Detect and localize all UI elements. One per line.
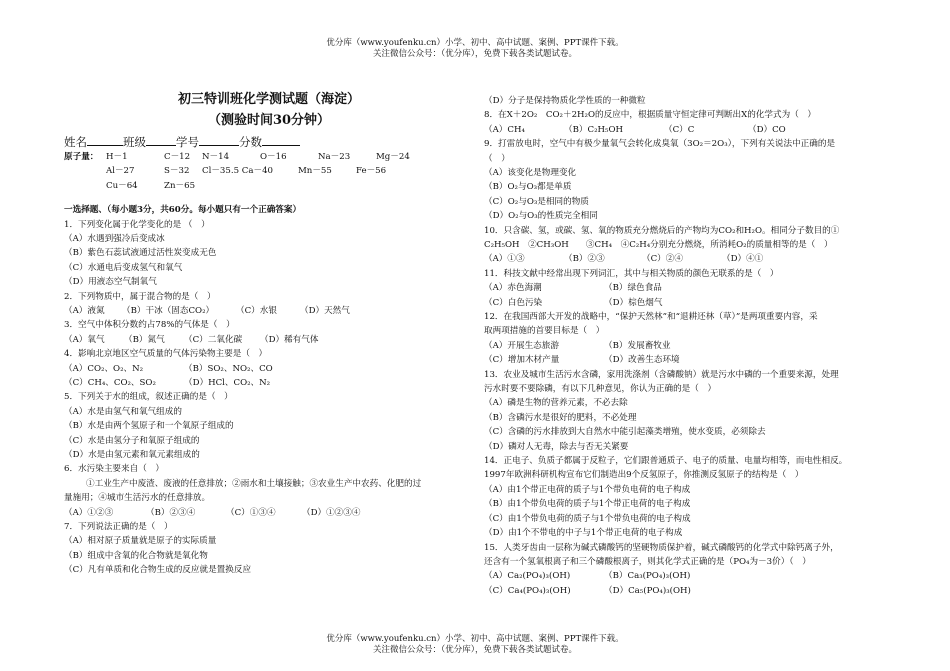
question-10: 10．只含碳、氢，或碳、氢、氧的物质充分燃烧后的产物均为CO₂和H₂O。相同分子数目的① bbox=[484, 225, 840, 236]
q15-options-row-2 bbox=[484, 584, 898, 598]
q13-option-b[interactable]: （B）含磷污水是很好的肥料，不必处理 bbox=[484, 412, 637, 423]
q4-option-b[interactable]: （B）SO₂、NO₂、CO bbox=[184, 363, 273, 374]
atom-c: C－12 bbox=[164, 152, 191, 162]
exam-subtitle: （测验时间30分钟） bbox=[207, 113, 331, 128]
q3-option-b[interactable]: （B）氮气 bbox=[124, 334, 165, 345]
q12-option-c[interactable]: （C）增加木材产量 bbox=[484, 355, 560, 366]
atom-h: H－1 bbox=[106, 152, 128, 162]
q11-option-b[interactable]: （B）绿色食品 bbox=[604, 283, 662, 294]
question-9: 9．打雷放电时，空气中有极少量氧气会转化成臭氧（3O₂＝2O₃），下列有关说法中正确的是 bbox=[484, 139, 836, 150]
q4-option-d[interactable]: （D）HCl、CO₂、N₂ bbox=[184, 378, 271, 388]
q1-option-c[interactable]: （C）水通电后变成氢气和氧气 bbox=[64, 262, 183, 273]
q15-option-c[interactable]: （C）Ca₄(PO₄)₃(OH) bbox=[484, 585, 571, 596]
question-4: 4．影响北京地区空气质量的气体污染物主要是（ ） bbox=[64, 349, 268, 360]
exam-title: 初三特训班化学测试题（海淀） bbox=[177, 92, 360, 107]
q11-option-c[interactable]: （C）白色污染 bbox=[484, 297, 543, 308]
q14-option-a[interactable]: （A）由1个带正电荷的质子与1个带负电荷的电子构成 bbox=[484, 484, 691, 495]
atom-cu: Cu－64 bbox=[106, 180, 138, 191]
q8-option-c[interactable]: （C）C bbox=[664, 124, 695, 135]
q2-option-a[interactable]: （A）液氮 bbox=[64, 306, 105, 317]
q14-option-b[interactable]: （B）由1个带负电荷的质子与1个带正电荷的电子构成 bbox=[484, 499, 691, 510]
atom-zn: Zn－65 bbox=[164, 180, 196, 191]
question-14-cont: 1997年欧洲科研机构宣布它们制造出9个反氢原子，你推测反氢原子的结构是（ ） bbox=[484, 470, 804, 481]
q11-options-row-1 bbox=[484, 281, 898, 295]
question-13: 13．农业及城市生活污水含磷，家用洗涤剂（含磷酸钠）就是污水中磷的一个重要来源，处理 bbox=[484, 369, 839, 380]
atom-cl-ca: Cl－35.5 Ca－40 bbox=[202, 166, 274, 177]
q4-option-c[interactable]: （C）CH₄、CO₂、SO₂ bbox=[64, 378, 156, 388]
q6-option-b[interactable]: （B）②③④ bbox=[146, 507, 196, 518]
question-9-cont: （ ） bbox=[484, 153, 510, 164]
q9-option-d[interactable]: （D）O₂与O₃的性质完全相同 bbox=[484, 211, 598, 222]
q12-option-a[interactable]: （A）开展生态旅游 bbox=[484, 340, 559, 351]
q10-option-c[interactable]: （C）②④ bbox=[642, 254, 683, 265]
q7-option-c[interactable]: （C）凡有单质和化合物生成的反应就是置换反应 bbox=[64, 565, 252, 576]
atom-s: S－32 bbox=[164, 166, 190, 177]
q7-option-a[interactable]: （A）相对原子质量就是原子的实际质量 bbox=[64, 536, 217, 547]
atomic-mass-row-2 bbox=[64, 164, 474, 178]
left-column bbox=[64, 90, 474, 578]
q4-options-row-2 bbox=[64, 376, 474, 390]
question-11: 11．科技文献中经常出现下列词汇，其中与相关物质的颜色无联系的是（ ） bbox=[484, 268, 779, 279]
q6-text-2: 量施用；④城市生活污水的任意排放。 bbox=[64, 493, 211, 504]
q8-options bbox=[484, 123, 898, 137]
q15-option-d[interactable]: （D）Ca₅(PO₄)₃(OH) bbox=[604, 585, 691, 596]
question-12: 12．在我国西部大开发的战略中，“保护天然林”和“退耕还林（草）”是两项重要内容，采 bbox=[484, 312, 818, 323]
atom-mg: Mg－24 bbox=[376, 152, 410, 162]
q6-option-a[interactable]: （A）①②③ bbox=[64, 507, 114, 518]
footer-line-1: 优分库（www.youfenku.cn）小学、初中、高中试题、案例、PPT课件下载。 bbox=[326, 634, 624, 644]
q9-option-c[interactable]: （C）O₂与O₃是相同的物质 bbox=[484, 196, 589, 207]
q6-text-1: ①工业生产中废渣、废液的任意排放；②雨水和土壤接触；③农业生产中农药、化肥的过 bbox=[86, 478, 422, 489]
q14-option-d[interactable]: （D）由1个不带电的中子与1个带正电荷的电子构成 bbox=[484, 528, 683, 539]
atomic-mass-row-1 bbox=[64, 150, 474, 164]
q5-option-a[interactable]: （A）水是由氢气和氧气组成的 bbox=[64, 406, 182, 417]
atom-mn: Mn－55 bbox=[298, 166, 332, 177]
q13-option-a[interactable]: （A）磷是生物的营养元素，不必去除 bbox=[484, 398, 628, 409]
atom-na: Na－23 bbox=[318, 152, 351, 162]
q1-option-a[interactable]: （A）水遇到强冷后变成冰 bbox=[64, 233, 165, 244]
q8-option-a[interactable]: （A）CH₄ bbox=[484, 124, 525, 135]
class-label: 班级 bbox=[123, 135, 146, 149]
class-blank[interactable] bbox=[146, 134, 176, 146]
q12-options-row-2 bbox=[484, 353, 898, 367]
q2-options bbox=[64, 304, 474, 318]
q10-option-b[interactable]: （B）②③ bbox=[564, 254, 605, 265]
q1-option-b[interactable]: （B）紫色石蕊试液通过活性炭变成无色 bbox=[64, 248, 217, 259]
q11-options-row-2 bbox=[484, 296, 898, 310]
q5-option-c[interactable]: （C）水是由氢分子和氧原子组成的 bbox=[64, 435, 200, 446]
id-blank[interactable] bbox=[199, 134, 239, 146]
q2-option-d[interactable]: （D）天然气 bbox=[300, 306, 350, 317]
q12-option-b[interactable]: （B）发展畜牧业 bbox=[604, 340, 671, 351]
q15-options-row-1 bbox=[484, 569, 898, 583]
q12-option-d[interactable]: （D）改善生态环境 bbox=[604, 355, 680, 366]
header-line-2: 关注微信公众号：（优分库），免费下载各类试题试卷。 bbox=[372, 49, 577, 59]
q3-option-a[interactable]: （A）氧气 bbox=[64, 334, 105, 345]
q4-option-a[interactable]: （A）CO₂、O₂、N₂ bbox=[64, 363, 144, 374]
footer-line-2: 关注微信公众号：（优分库），免费下载各类试题试卷。 bbox=[372, 645, 577, 655]
q6-option-d[interactable]: （D）①②③④ bbox=[302, 507, 361, 518]
q9-option-b[interactable]: （B）O₂与O₃都是单质 bbox=[484, 182, 572, 193]
question-12-cont: 取两项措施的首要目标是（ ） bbox=[484, 326, 605, 337]
q6-option-c[interactable]: （C）①③④ bbox=[226, 507, 276, 518]
question-2: 2．下列物质中，属于混合物的是（ ） bbox=[64, 291, 216, 302]
q7-option-d[interactable]: （D）分子是保持物质化学性质的一种微粒 bbox=[484, 96, 646, 106]
header-line-1: 优分库（www.youfenku.cn）小学、初中、高中试题、案例、PPT课件下载。 bbox=[326, 38, 624, 48]
q5-option-b[interactable]: （B）水是由两个氢原子和一个氧原子组成的 bbox=[64, 421, 234, 432]
name-label: 姓名 bbox=[64, 135, 87, 149]
atom-al: Al－27 bbox=[106, 166, 135, 177]
name-blank[interactable] bbox=[87, 134, 123, 146]
q13-option-d[interactable]: （D）磷对人无毒，除去与否无关紧要 bbox=[484, 441, 629, 452]
question-8: 8．在X＋2O₂ CO₂＋2H₂O的反应中，根据质量守恒定律可判断出X的化学式为（ ） bbox=[484, 110, 816, 121]
q5-option-d[interactable]: （D）水是由氢元素和氧元素组成的 bbox=[64, 450, 200, 461]
q7-option-b[interactable]: （B）组成中含氧的化合物就是氧化物 bbox=[64, 550, 208, 561]
q11-option-a[interactable]: （A）赤色海潮 bbox=[484, 283, 542, 294]
atomic-mass-row-3 bbox=[64, 179, 474, 193]
question-10-cont: C₂H₅OH ②CH₃OH ③CH₄ ④C₂H₄分别充分燃烧，所消耗O₂的质量相等的是（ ） bbox=[484, 240, 833, 251]
q1-option-d[interactable]: （D）用液态空气制氧气 bbox=[64, 277, 157, 288]
q3-option-c[interactable]: （C）二氧化碳 bbox=[184, 334, 243, 345]
score-blank[interactable] bbox=[262, 134, 300, 146]
question-14: 14．正电子、负质子都属于反粒子，它们跟普通质子、电子的质量、电量均相等，而电性相反。 bbox=[484, 456, 848, 467]
q14-option-c[interactable]: （C）由1个带负电荷的质子与1个带负电荷的电子构成 bbox=[484, 513, 691, 524]
q3-options bbox=[64, 333, 474, 347]
atom-fe: Fe－56 bbox=[356, 166, 387, 177]
q6-options bbox=[64, 506, 474, 520]
q15-option-a[interactable]: （A）Ca₂(PO₄)₃(OH) bbox=[484, 571, 571, 582]
q2-option-b[interactable]: （B）干冰（固态CO₂） bbox=[122, 306, 215, 317]
right-column bbox=[484, 94, 898, 598]
q10-options bbox=[484, 252, 898, 266]
question-15: 15．人类牙齿由一层称为碱式磷酸钙的坚硬物质保护着，碱式磷酸钙的化学式中除钙离子外， bbox=[484, 542, 839, 553]
score-label: 分数 bbox=[239, 135, 262, 149]
q3-option-d[interactable]: （D）稀有气体 bbox=[260, 334, 319, 345]
question-13-cont: 污水时要不要除磷，有以下几种意见，你认为正确的是（ ） bbox=[484, 384, 717, 395]
q15-option-b[interactable]: （B）Ca₃(PO₄)₃(OH) bbox=[604, 571, 691, 582]
student-info-line bbox=[64, 134, 474, 150]
q2-option-c[interactable]: （C）水银 bbox=[236, 306, 277, 317]
question-6: 6．水污染主要来自（ ） bbox=[64, 464, 164, 475]
q13-option-c[interactable]: （C）含磷的污水排放到大自然水中能引起藻类增殖，使水变质，必须除去 bbox=[484, 427, 766, 438]
section-heading: 一选择题、（每小题3分，共60分。每小题只有一个正确答案） bbox=[64, 205, 302, 216]
id-label: 学号 bbox=[176, 135, 199, 149]
question-7: 7．下列说法正确的是（ ） bbox=[64, 522, 173, 533]
atom-n: N－14 bbox=[202, 152, 230, 162]
q11-option-d[interactable]: （D）棕色烟气 bbox=[604, 297, 663, 308]
q8-option-d[interactable]: （D）CO bbox=[748, 124, 786, 135]
page-header bbox=[0, 38, 950, 60]
question-3: 3．空气中体积分数约占78%的气体是（ ） bbox=[64, 320, 235, 331]
q12-options-row-1 bbox=[484, 339, 898, 353]
question-15-cont: 还含有一个氢氧根离子和三个磷酸根离子，则其化学式正确的是（PO₄为－3价）（ ） bbox=[484, 556, 811, 567]
atomic-mass-label: 原子量： bbox=[64, 152, 99, 162]
q10-option-a[interactable]: （A）①③ bbox=[484, 254, 525, 265]
atom-o: O－16 bbox=[260, 152, 287, 162]
q9-option-a[interactable]: （A）该变化是物理变化 bbox=[484, 168, 577, 179]
question-1: 1．下列变化属于化学变化的是 （ ） bbox=[64, 219, 210, 230]
question-5: 5．下列关于水的组成，叙述正确的是（ ） bbox=[64, 392, 233, 403]
q4-options-row-1 bbox=[64, 362, 474, 376]
page-footer bbox=[0, 634, 950, 656]
q8-option-b[interactable]: （B）C₂H₅OH bbox=[564, 124, 624, 135]
q10-option-d[interactable]: （D）④① bbox=[722, 254, 764, 265]
